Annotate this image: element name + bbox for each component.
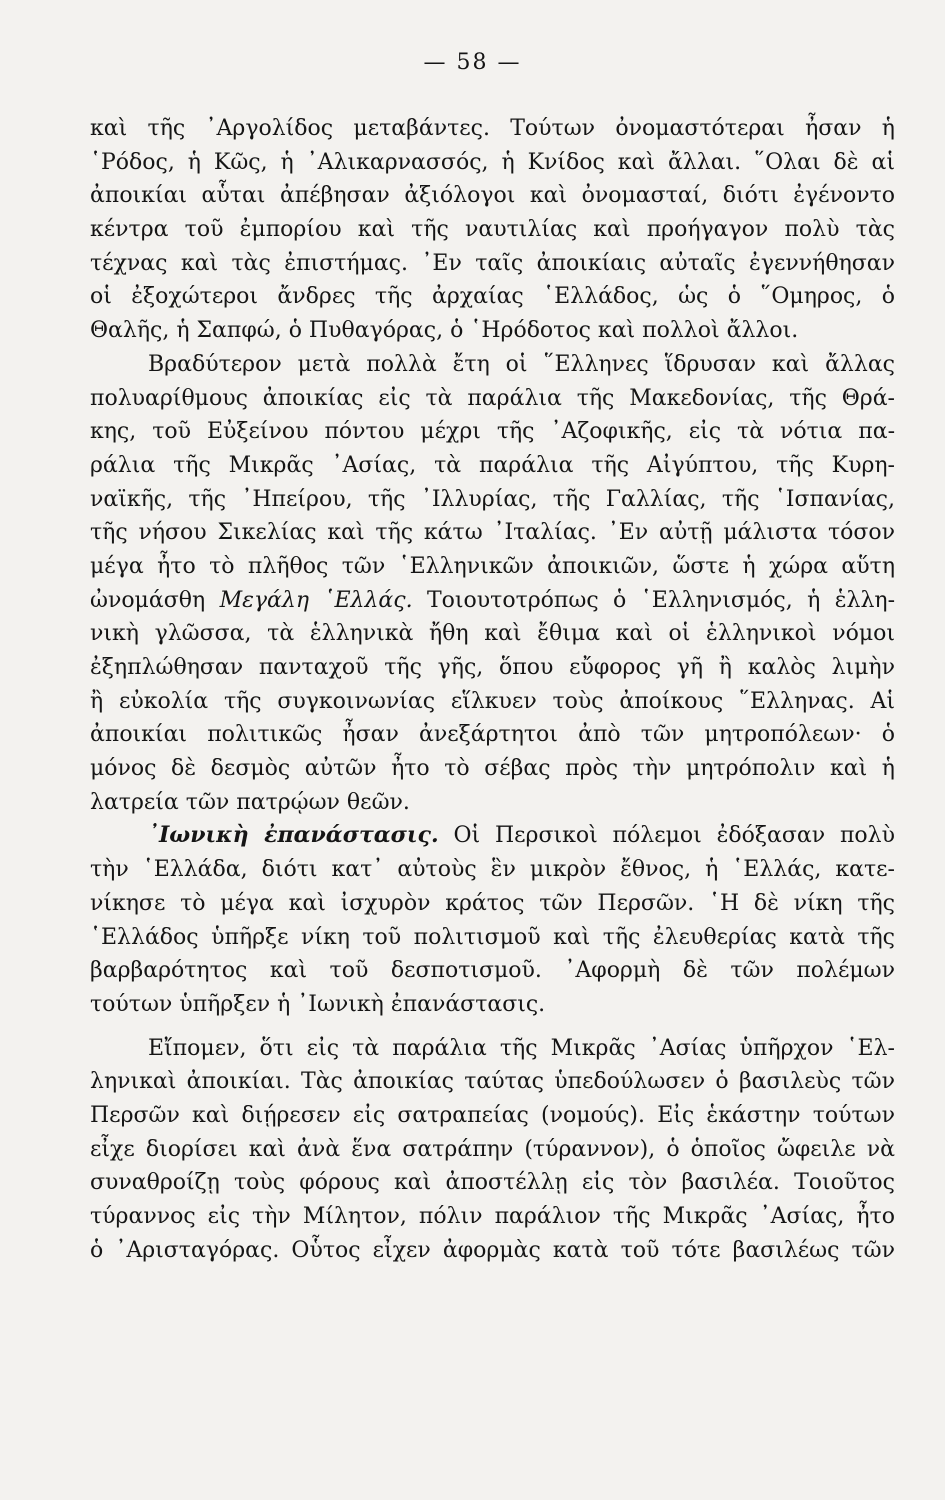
text-line: ἢ εὐκολία τῆς συγκοινωνίας εἵλκυεν τοὺς ἀποίκους ῞Ελληνας. Αἱ [90, 688, 895, 714]
text-line: εἶχε διορίσει καὶ ἀνὰ ἕνα σατράπην (τύραννον), ὁ ὁποῖος ὤφειλε νὰ [90, 1136, 895, 1162]
text-line: ἐξηπλώθησαν πανταχοῦ τῆς γῆς, ὅπου εὔφορος γῆ ἢ καλὸς λιμὴν [90, 655, 895, 680]
text-line [90, 819, 895, 853]
page-number: — 58 — [423, 50, 522, 75]
text-line: ὠνομάσθη Μεγάλη ῾Ελλάς. Τοιουτοτρόπως ὁ ῾Ελληνισμός, ἡ ἑλλη- [90, 587, 895, 613]
italic-phrase: Μεγάλη ῾Ελλάς. [219, 587, 413, 613]
text-line: Θαλῆς, ἡ Σαπφώ, ὁ Πυθαγόρας, ὁ ῾Ηρόδοτος καὶ πολλοὶ ἄλλοι. [90, 318, 799, 344]
text-line: κέντρα τοῦ ἐμπορίου καὶ τῆς ναυτιλίας καὶ προήγαγον πολὺ τὰς [90, 217, 895, 243]
text-line: ράλια τῆς Μικρᾶς ᾿Ασίας, τὰ παράλια τῆς Αἰγύπτου, τῆς Κυρη- [90, 452, 895, 478]
text-line: ῾Ρόδος, ἡ Κῶς, ἡ ᾿Αλικαρνασσός, ἡ Κνίδος καὶ ἄλλαι. ῞Ολαι δὲ αἱ [90, 149, 895, 175]
text-line: νίκησε τὸ μέγα καὶ ἰσχυρὸν κράτος τῶν Περσῶν. ῾Η δὲ νίκη τῆς [90, 890, 895, 916]
text-line: ἀποικίαι αὗται ἀπέβησαν ἀξιόλογοι καὶ ὀνομασταί, διότι ἐγένοντο [90, 183, 895, 209]
text-line: Εἴπομεν, ὅτι εἰς τὰ παράλια τῆς Μικρᾶς ᾿Ασίας ὑπῆρχον ῾Ελ- [148, 1035, 895, 1061]
text-line: καὶ τῆς ᾿Αργολίδος μεταβάντες. Τούτων ὀνομαστότεραι ἦσαν ἡ [90, 116, 895, 141]
text-line: μόνος δὲ δεσμὸς αὐτῶν ἦτο τὸ σέβας πρὸς τὴν μητρόπολιν καὶ ἡ [90, 756, 895, 782]
text-line: τύραννος εἰς τὴν Μίλητον, πόλιν παράλιον τῆς Μικρᾶς ᾿Ασίας, ἦτο [90, 1204, 895, 1229]
text-line: τῆς νήσου Σικελίας καὶ τῆς κάτω ᾿Ιταλίας. ᾿Εν αὐτῇ μάλιστα τόσον [90, 520, 895, 546]
text-line: βαρβαρότητος καὶ τοῦ δεσποτισμοῦ. ᾿Αφορμὴ δὲ τῶν πολέμων [90, 958, 895, 984]
text-line: συναθροίζῃ τοὺς φόρους καὶ ἀποστέλλῃ εἰς τὸν βασιλέα. Τοιοῦτος [90, 1170, 895, 1196]
text-line: οἱ ἐξοχώτεροι ἄνδρες τῆς ἀρχαίας ῾Ελλάδος, ὡς ὁ ῞Ομηρος, ὁ [90, 284, 895, 310]
text-line: τέχνας καὶ τὰς ἐπιστήμας. ᾿Εν ταῖς ἀποικίαις αὐταῖς ἐγεννήθησαν [90, 250, 895, 276]
text-line: ῾Ελλάδος ὑπῆρξε νίκη τοῦ πολιτισμοῦ καὶ τῆς ἐλευθερίας κατὰ τῆς [90, 924, 895, 950]
text-line: τὴν ῾Ελλάδα, διότι κατ᾿ αὐτοὺς ἓν μικρὸν ἔθνος, ἡ ῾Ελλάς, κατε- [90, 857, 895, 883]
text-line: ληνικαὶ ἀποικίαι. Τὰς ἀποικίας ταύτας ὑπεδούλωσεν ὁ βασιλεὺς τῶν [90, 1069, 895, 1095]
text-line: Περσῶν καὶ διῄρεσεν εἰς σατραπείας (νομούς). Εἰς ἑκάστην τούτων [90, 1102, 895, 1128]
text-line: ὁ ᾿Αρισταγόρας. Οὗτος εἶχεν ἀφορμὰς κατὰ τοῦ τότε βασιλέως τῶν [90, 1237, 895, 1263]
text-line: λατρεία τῶν πατρῴων θεῶν. [90, 789, 410, 815]
text-line: μέγα ἦτο τὸ πλῆθος τῶν ῾Ελληνικῶν ἀποικιῶν, ὥστε ἡ χώρα αὕτη [90, 553, 895, 579]
text-line: νικὴ γλῶσσα, τὰ ἑλληνικὰ ἤθη καὶ ἔθιμα καὶ οἱ ἑλληνικοὶ νόμοι [90, 621, 895, 647]
text-line: τούτων ὑπῆρξεν ἡ ᾿Ιωνικὴ ἐπανάστασις. [90, 991, 546, 1017]
body-text [90, 112, 895, 1267]
section-heading: ᾿Ιωνικὴ ἐπανάστασις. [148, 822, 439, 849]
text-line: κης, τοῦ Εὐξείνου πόντου μέχρι τῆς ᾿Αζοφικῆς, εἰς τὰ νότια πα- [90, 419, 895, 445]
text-line: ἀποικίαι πολιτικῶς ἦσαν ἀνεξάρτητοι ἀπὸ τῶν μητροπόλεων· ὁ [90, 722, 895, 748]
text-line: Βραδύτερον μετὰ πολλὰ ἔτη οἱ ῞Ελληνες ἵδρυσαν καὶ ἄλλας [148, 351, 895, 377]
heading-line-rest: Οἱ Περσικοὶ πόλεμοι ἐδόξασαν πολὺ [438, 823, 895, 849]
text-line: ναϊκῆς, τῆς ᾿Ηπείρου, τῆς ᾿Ιλλυρίας, τῆς Γαλλίας, τῆς ῾Ισπανίας, [90, 486, 895, 512]
text-line: πολυαρίθμους ἀποικίας εἰς τὰ παράλια τῆς Μακεδονίας, τῆς Θρά- [90, 385, 895, 411]
